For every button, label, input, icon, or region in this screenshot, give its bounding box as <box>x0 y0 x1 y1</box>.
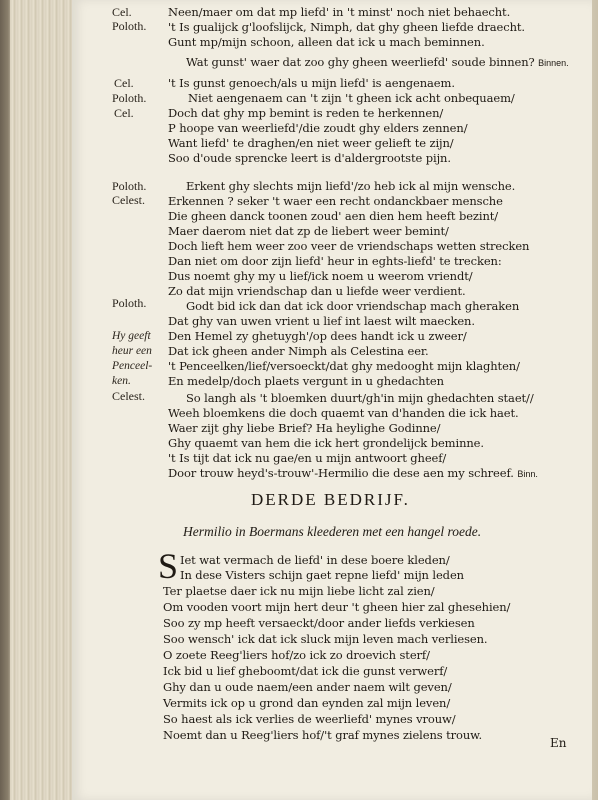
speaker-label: Cel. <box>114 76 134 90</box>
inline-small-text: Binnen. <box>538 58 569 68</box>
character-name: Hermilio <box>183 524 232 539</box>
stage-direction: in Boermans kleederen met een hangel roede. <box>235 524 482 539</box>
verse-line: Erkennen ? seker 't waer een recht ondanckbaer mensche <box>168 194 503 208</box>
verse-line: Doch dat ghy mp bemint is reden te herkennen/ <box>168 106 444 120</box>
verse-line: So langh als 't bloemken duurt/gh'in mijn ghedachten staet// <box>186 391 534 405</box>
verse-line: O zoete Reeg'liers hof/zo ick zo droevich sterf/ <box>163 648 430 662</box>
verse-line: Dus noemt ghy my u lief/ick noem u weerom vriendt/ <box>168 269 473 283</box>
verse-line: Maer daerom niet dat zp de liebert weer bemint/ <box>168 224 449 238</box>
verse-line: Soo wensch' ick dat ick sluck mijn leven mach verliesen. <box>163 632 488 646</box>
verse-line: Den Hemel zy ghetuygh'/op dees handt ick u zweer/ <box>168 329 467 343</box>
act-heading: DERDE BEDRIJF. <box>251 490 410 509</box>
catchword: En <box>550 736 567 750</box>
verse-line: 't Penceelken/lief/versoeckt/dat ghy medooght mijn klaghten/ <box>168 359 520 373</box>
verse-line: Soo d'oude sprencke leert is d'aldergrootste pijn. <box>168 151 451 165</box>
inline-small-text: Binn. <box>517 469 538 479</box>
verse-line: Door trouw heyd's-trouw'-Hermilio die dese aen my schreef. Binn. <box>168 466 538 480</box>
verse-line: Ick bid u lief gheboomt/dat ick die gunst verwerf/ <box>163 664 448 678</box>
verse-line: Vermits ick op u grond dan eynden zal mijn leven/ <box>163 696 451 710</box>
verse-line: P hoope van weerliefd'/die zoudt ghy elders zennen/ <box>168 121 468 135</box>
verse-line: Neen/maer om dat mp liefd' in 't minst' noch niet behaecht. <box>168 5 511 19</box>
margin-note-line: heur een <box>112 345 152 357</box>
speaker-label: Celest. <box>112 389 145 403</box>
verse-line: Soo zy mp heeft versaeckt/door ander liefds verkiesen <box>163 616 475 630</box>
speaker-label: Poloth. <box>112 179 147 193</box>
speaker-label: Cel. <box>114 106 134 120</box>
verse-line: Ghy quaemt van hem die ick hert grondelijck beminne. <box>168 436 484 450</box>
speaker-label: Poloth. <box>112 19 147 33</box>
verse-line: 't Is gualijck g'loofslijck, Nimph, dat ghy gheen liefde draecht. <box>168 20 525 34</box>
verse-line: Ghy dan u oude naem/een ander naem wilt geven/ <box>163 680 452 694</box>
stacked-page-edges <box>10 0 73 800</box>
speaker-label: Poloth. <box>112 296 147 310</box>
verse-line: Doch lieft hem weer zoo veer de vriendschaps wetten strecken <box>168 239 530 253</box>
verse-line: Weeh bloemkens die doch quaemt van d'handen die ick haet. <box>168 406 519 420</box>
verse-line: In dese Visters schijn gaet repne liefd' mijn leden <box>180 568 464 582</box>
margin-stage-note <box>112 329 152 389</box>
scene-heading <box>183 524 481 540</box>
verse-line: Iet wat vermach de liefd' in dese boere kleden/ <box>180 553 450 567</box>
margin-note-line: Penceel- <box>112 360 153 372</box>
verse-line: 't Is gunst genoech/als u mijn liefd' is aengenaem. <box>168 76 455 90</box>
verse-line: Die gheen danck toonen zoud' aen dien hem heeft bezint/ <box>168 209 499 223</box>
drop-cap: S <box>158 546 179 586</box>
verse-line: Ter plaetse daer ick nu mijn liebe licht zal zien/ <box>163 584 435 598</box>
margin-note-line: ken. <box>112 375 131 387</box>
speaker-label: Cel. <box>112 5 132 19</box>
verse-line: Dan niet om door zijn liefd' heur in eghts-liefd' te trecken: <box>168 254 502 268</box>
verse-line: Om vooden voort mijn hert deur 't gheen hier zal ghesehien/ <box>163 600 511 614</box>
verse-line: En medelp/doch plaets vergunt in u ghedachten <box>168 374 444 388</box>
verse-line: Erkent ghy slechts mijn liefd'/zo heb ick al mijn wensche. <box>186 179 516 193</box>
verse-line: Waer zijt ghy liebe Brief? Ha heylighe Godinne/ <box>168 421 441 435</box>
verse-line: Niet aengenaem can 't zijn 't gheen ick acht onbequaem/ <box>188 91 515 105</box>
speaker-label: Poloth. <box>112 91 147 105</box>
verse-line: Noemt dan u Reeg'liers hof/'t graf mynes zielens trouw. <box>163 728 483 742</box>
verse-line: Dat ick gheen ander Nimph als Celestina eer. <box>168 344 429 358</box>
verse-line: 't Is tijt dat ick nu gae/en u mijn antwoort gheef/ <box>168 451 447 465</box>
verse-line: Godt bid ick dan dat ick door vriendschap mach gheraken <box>186 299 520 313</box>
verse-line: So haest als ick verlies de weerliefd' mynes vrouw/ <box>163 712 456 726</box>
verse-line: Want liefd' te draghen/en niet weer gelieft te zijn/ <box>168 136 454 150</box>
speaker-label: Celest. <box>112 193 145 207</box>
verse-line: Gunt mp/mijn schoon, alleen dat ick u mach beminnen. <box>168 35 485 49</box>
verse-line: Zo dat mijn vriendschap dan u liefde weer verdient. <box>168 284 466 298</box>
verse-line: Dat ghy van uwen vrient u lief int laest wilt maecken. <box>168 314 475 328</box>
margin-note-line: Hy geeft <box>112 330 151 342</box>
verse-line: Wat gunst' waer dat zoo ghy gheen weerliefd' soude binnen? Binnen. <box>186 55 569 69</box>
